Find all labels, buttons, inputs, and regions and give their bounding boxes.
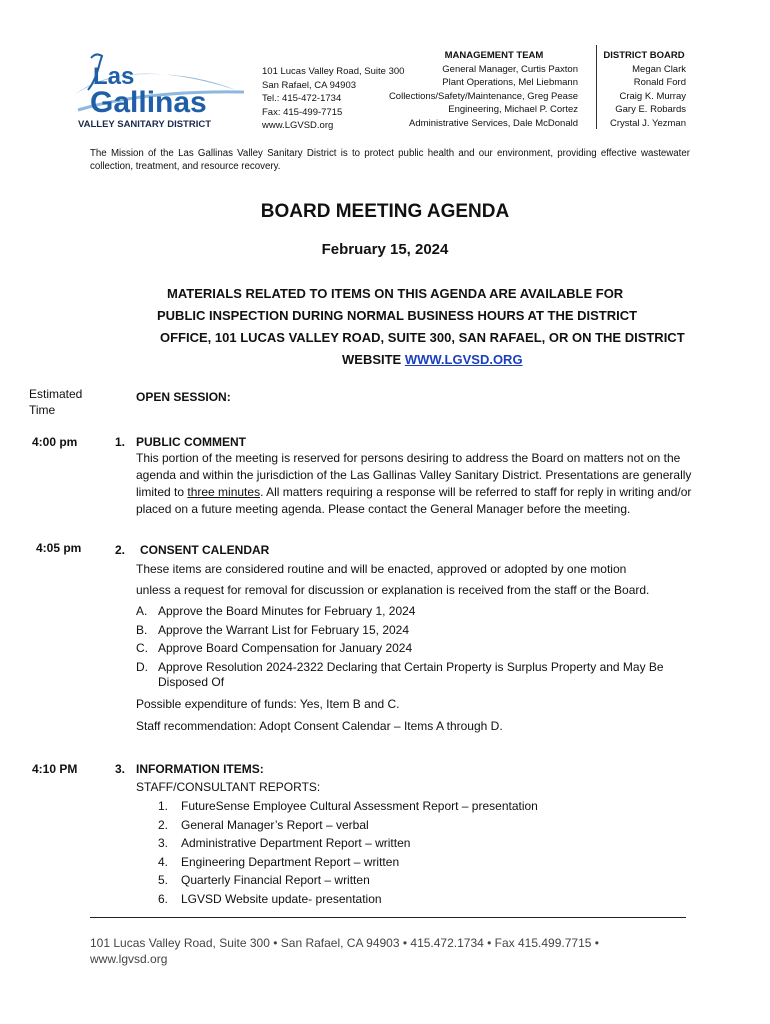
notice-line: PUBLIC INSPECTION DURING NORMAL BUSINESS HOURS AT THE DISTRICT xyxy=(157,308,638,323)
logo-text-gallinas: Gallinas xyxy=(90,86,207,119)
heron-logo-icon xyxy=(66,50,246,130)
list-letter: D. xyxy=(136,659,148,674)
time-label: Time xyxy=(29,403,56,417)
management-member: Collections/Safety/Maintenance, Greg Pease xyxy=(388,90,578,102)
address-line: San Rafael, CA 94903 xyxy=(262,79,357,91)
recommendation-line: Staff recommendation: Adopt Consent Calendar – Items A through D. xyxy=(136,719,503,733)
paragraph-line: This portion of the meeting is reserved for persons desiring to address the Board on matters not on the xyxy=(136,451,681,465)
notice-line-last xyxy=(150,349,730,371)
list-text: Quarterly Financial Report – written xyxy=(181,873,370,887)
address-line: www.LGVSD.org xyxy=(262,120,334,131)
item-heading: CONSENT CALENDAR xyxy=(140,543,270,557)
district-board xyxy=(602,49,686,130)
list-text: Approve the Warrant List for February 15, 2024 xyxy=(158,622,410,637)
item-number: 2. xyxy=(115,543,126,557)
item-time: 4:10 PM xyxy=(32,762,78,776)
page-footer xyxy=(90,935,690,967)
notice-website-label: WEBSITE xyxy=(342,352,405,367)
reports-list xyxy=(158,797,718,908)
list-text: Disposed Of xyxy=(158,674,225,689)
list-letter: B. xyxy=(136,622,148,637)
consent-list xyxy=(136,602,736,690)
public-comment-text xyxy=(136,450,736,518)
page-title: BOARD MEETING AGENDA xyxy=(260,201,510,222)
estimated-label: Estimated xyxy=(29,387,83,401)
list-number: 4. xyxy=(158,854,169,869)
meeting-date: February 15, 2024 xyxy=(321,241,449,258)
list-item xyxy=(158,853,718,872)
management-member: Plant Operations, Mel Liebmann xyxy=(442,77,578,88)
address-line: Tel.: 415-472-1734 xyxy=(262,93,342,104)
address-line: Fax: 415-499-7715 xyxy=(262,106,343,118)
list-number: 2. xyxy=(158,817,169,832)
list-text: Administrative Department Report – written xyxy=(181,836,411,850)
estimated-time-header xyxy=(29,386,82,418)
item-heading: PUBLIC COMMENT xyxy=(136,435,246,449)
district-logo xyxy=(66,50,246,130)
materials-notice xyxy=(150,283,730,371)
list-text: Approve Resolution 2024-2322 Declaring that Certain Property is Surplus Property and May Be xyxy=(158,659,664,674)
management-member: Engineering, Michael P. Cortez xyxy=(448,104,578,115)
underlined-text: three minutes xyxy=(187,485,261,499)
item-time: 4:00 pm xyxy=(32,435,78,449)
board-member: Gary E. Robards xyxy=(615,104,686,115)
list-item xyxy=(158,871,718,890)
footer-divider xyxy=(90,917,686,918)
reports-subheading: STAFF/CONSULTANT REPORTS: xyxy=(136,780,321,794)
list-text: FutureSense Employee Cultural Assessment Report – presentation xyxy=(181,799,538,813)
paragraph-line: placed on a future meeting agenda. Please contact the General Manager before the meeting. xyxy=(136,502,631,516)
board-heading: DISTRICT BOARD xyxy=(603,50,685,61)
list-number: 5. xyxy=(158,873,169,887)
list-item xyxy=(136,602,736,621)
list-item xyxy=(136,658,736,690)
paragraph-line: These items are considered routine and will be enacted, approved or adopted by one motion xyxy=(136,562,627,576)
board-member: Ronald Ford xyxy=(633,77,686,88)
item-number: 1. xyxy=(115,435,126,449)
management-heading: MANAGEMENT TEAM xyxy=(444,50,544,61)
list-text: Approve the Board Minutes for February 1, 2024 xyxy=(158,604,416,618)
text-segment: . All matters requiring a response will be referred to staff for reply in writing and/or xyxy=(260,485,692,499)
consent-intro xyxy=(136,561,736,599)
management-member: Administrative Services, Dale McDonald xyxy=(409,117,578,129)
notice-line: MATERIALS RELATED TO ITEMS ON THIS AGENDA ARE AVAILABLE FOR xyxy=(167,286,624,301)
text-segment: limited to xyxy=(136,485,188,499)
address-line: 101 Lucas Valley Road, Suite 300 xyxy=(262,66,405,77)
funds-line: Possible expenditure of funds: Yes, Item B and C. xyxy=(136,697,400,711)
paragraph-line: agenda and within the jurisdiction of the Las Gallinas Valley Sanitary District. Presentations are generally xyxy=(136,468,692,482)
board-member: Crystal J. Yezman xyxy=(609,117,686,129)
item-number: 3. xyxy=(115,762,126,776)
list-text: General Manager’s Report – verbal xyxy=(181,817,369,832)
list-letter: C. xyxy=(136,641,148,655)
notice-line: OFFICE, 101 LUCAS VALLEY ROAD, SUITE 300, SAN RAFAEL, OR ON THE DISTRICT xyxy=(160,330,685,345)
paragraph-line: unless a request for removal for discussion or explanation is received from the staff or the Board. xyxy=(136,583,650,597)
board-member: Megan Clark xyxy=(632,63,686,75)
list-text: LGVSD Website update- presentation xyxy=(181,891,382,906)
list-item xyxy=(158,890,718,909)
open-session-heading: OPEN SESSION: xyxy=(136,390,231,404)
item-heading: INFORMATION ITEMS: xyxy=(136,762,264,776)
list-item xyxy=(158,797,718,816)
item-time: 4:05 pm xyxy=(36,541,82,555)
logo-text-las: Las xyxy=(93,63,135,90)
paragraph-line xyxy=(136,484,736,501)
footer-line: 101 Lucas Valley Road, Suite 300 • San Rafael, CA 94903 • 415.472.1734 • Fax 415.499.7715 • xyxy=(90,936,599,950)
list-item xyxy=(158,816,718,835)
management-member: General Manager, Curtis Paxton xyxy=(442,63,578,75)
mission-statement: The Mission of the Las Gallinas Valley Sanitary District is to protect public health and our environment, providing effective wastewater collection, treatment, and resource recovery. xyxy=(90,148,690,172)
management-team xyxy=(380,49,578,130)
list-number: 1. xyxy=(158,799,169,813)
footer-website: www.lgvsd.org xyxy=(90,952,168,966)
list-item xyxy=(158,834,718,853)
header-divider xyxy=(596,45,597,129)
list-number: 6. xyxy=(158,891,169,906)
list-item xyxy=(136,639,736,658)
list-text: Approve Board Compensation for January 2024 xyxy=(158,641,413,655)
list-number: 3. xyxy=(158,836,169,850)
website-link[interactable]: WWW.LGVSD.ORG xyxy=(404,352,523,367)
board-member: Craig K. Murray xyxy=(619,90,686,102)
list-text: Engineering Department Report – written xyxy=(181,854,400,869)
list-letter: A. xyxy=(136,604,148,618)
list-item xyxy=(136,621,736,640)
logo-text-district: VALLEY SANITARY DISTRICT xyxy=(78,119,212,130)
